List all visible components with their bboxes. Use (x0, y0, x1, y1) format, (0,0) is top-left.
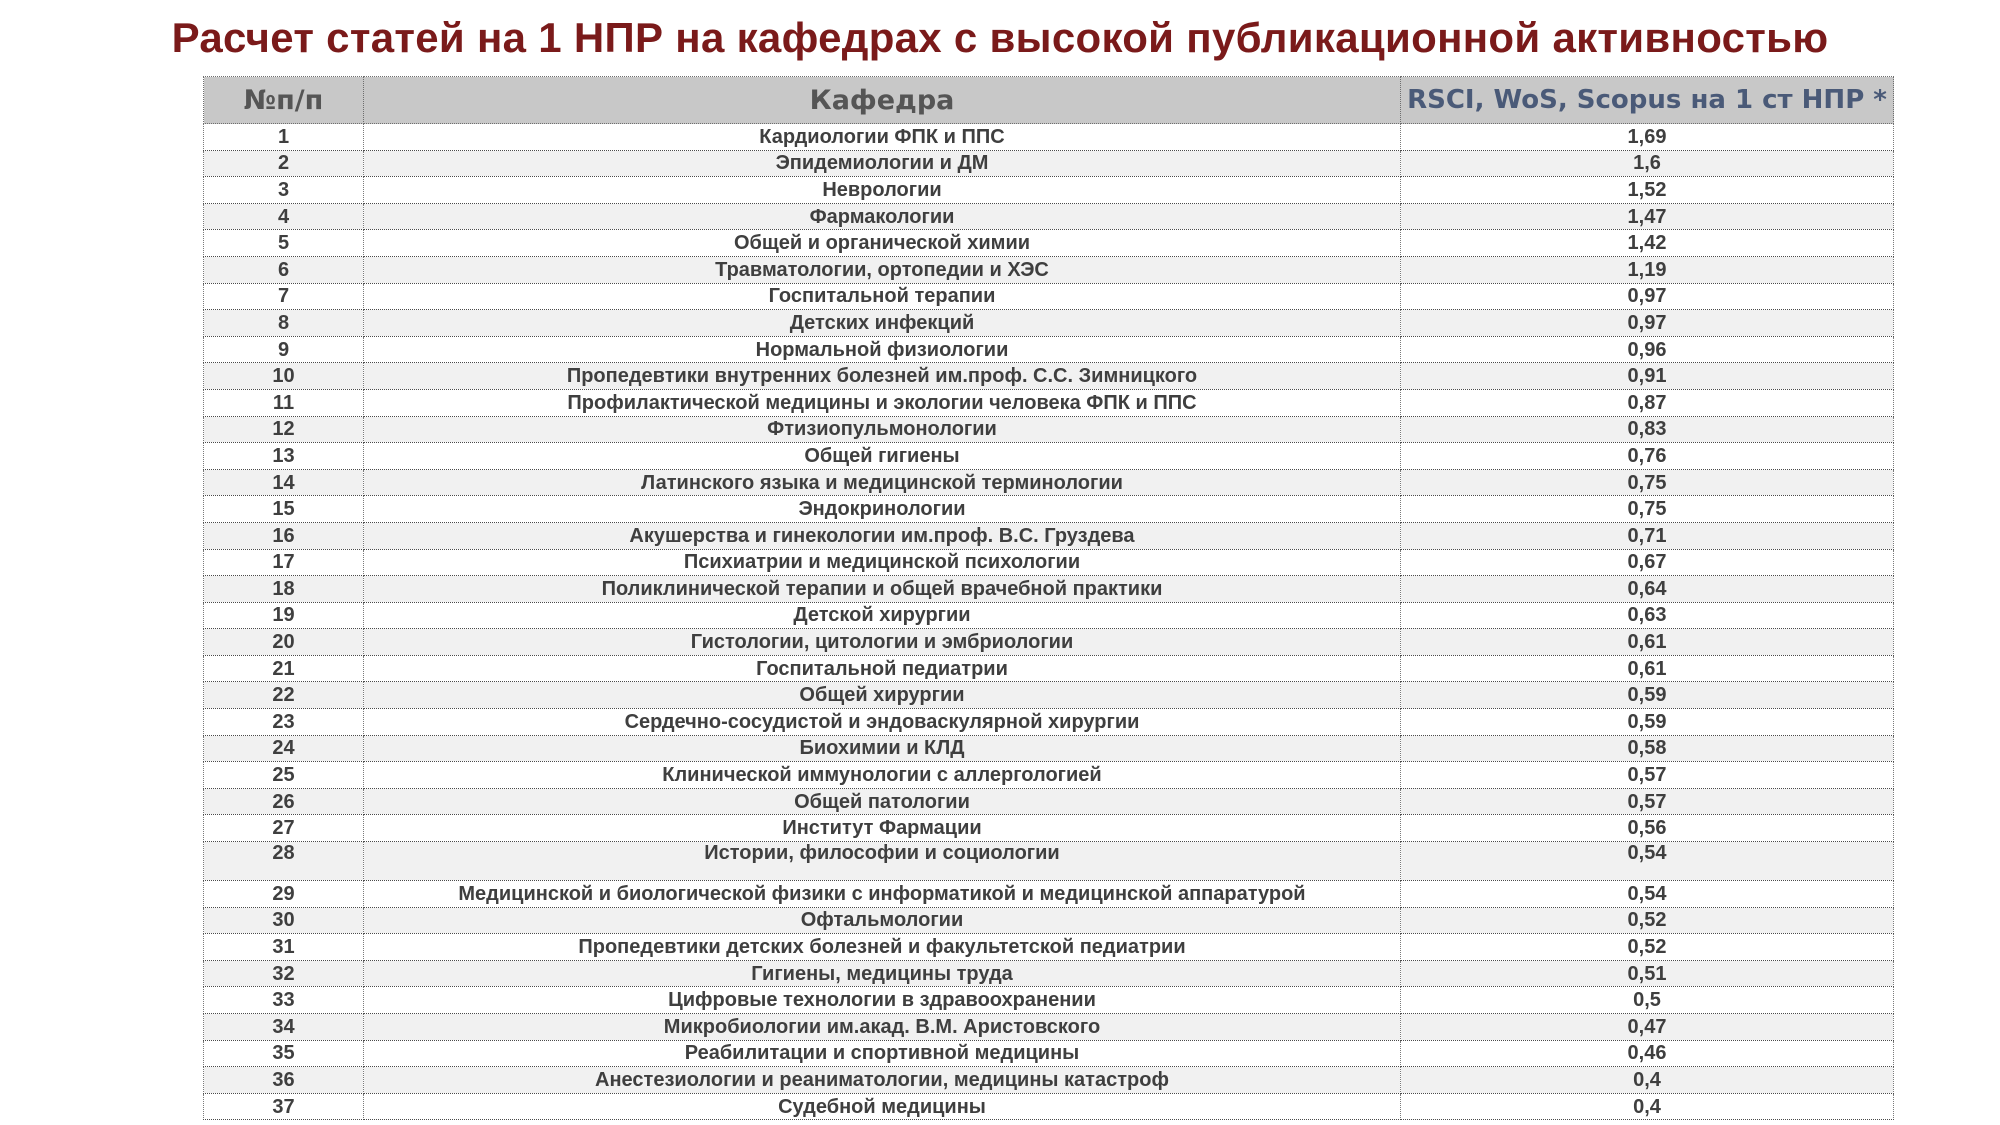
row-value-cell: 0,97 (1401, 283, 1894, 310)
table-row (204, 363, 1894, 390)
row-num-cell: 16 (204, 522, 364, 549)
table-row (204, 735, 1894, 762)
page-title: Расчет статей на 1 НПР на кафедрах с высокой публикационной активностью (171, 14, 1829, 61)
row-value-cell: 1,42 (1401, 230, 1894, 257)
row-num-cell: 2 (204, 150, 364, 177)
row-value-cell: 1,19 (1401, 256, 1894, 283)
row-dept-cell: Биохимии и КЛД (364, 735, 1401, 762)
table-row (204, 842, 1894, 881)
row-dept-cell: Истории, философии и социологии (364, 842, 1401, 881)
row-dept-cell: Пропедевтики внутренних болезней им.проф. С.С. Зимницкого (364, 363, 1401, 390)
table-row (204, 1014, 1894, 1041)
table-row (204, 256, 1894, 283)
table-row (204, 177, 1894, 204)
row-num-cell: 32 (204, 960, 364, 987)
table-row (204, 283, 1894, 310)
row-dept-cell: Госпитальной педиатрии (364, 655, 1401, 682)
table-row (204, 576, 1894, 603)
row-value-cell: 0,4 (1401, 1093, 1894, 1120)
row-value-cell: 0,64 (1401, 576, 1894, 603)
row-num-cell: 25 (204, 762, 364, 789)
table-row (204, 815, 1894, 842)
row-value-cell: 1,6 (1401, 150, 1894, 177)
row-num-cell: 37 (204, 1093, 364, 1120)
row-value-cell: 0,52 (1401, 934, 1894, 961)
table-row (204, 987, 1894, 1014)
header-value: RSCI, WoS, Scopus на 1 ст НПР * (1401, 77, 1894, 124)
row-dept-cell: Цифровые технологии в здравоохранении (364, 987, 1401, 1014)
row-num-cell: 17 (204, 549, 364, 576)
row-num-cell: 8 (204, 310, 364, 337)
row-dept-cell: Фтизиопульмонологии (364, 416, 1401, 443)
row-dept-cell: Профилактической медицины и экологии человека ФПК и ППС (364, 389, 1401, 416)
row-dept-cell: Фармакологии (364, 203, 1401, 230)
row-value-cell: 0,75 (1401, 496, 1894, 523)
row-num-cell: 30 (204, 907, 364, 934)
row-num-cell: 13 (204, 443, 364, 470)
table-row (204, 469, 1894, 496)
row-num-cell: 9 (204, 336, 364, 363)
row-value-cell: 0,75 (1401, 469, 1894, 496)
row-value-cell: 0,61 (1401, 655, 1894, 682)
row-num-cell: 29 (204, 881, 364, 908)
row-dept-cell: Общей хирургии (364, 682, 1401, 709)
row-num-cell: 33 (204, 987, 364, 1014)
row-value-cell: 0,63 (1401, 602, 1894, 629)
row-num-cell: 5 (204, 230, 364, 257)
row-num-cell: 3 (204, 177, 364, 204)
row-dept-cell: Офтальмологии (364, 907, 1401, 934)
row-value-cell: 0,59 (1401, 709, 1894, 736)
row-num-cell: 14 (204, 469, 364, 496)
header-num: №п/п (204, 77, 364, 124)
header-dept: Кафедра (364, 77, 1401, 124)
row-value-cell: 0,46 (1401, 1040, 1894, 1067)
row-num-cell: 23 (204, 709, 364, 736)
table-row (204, 150, 1894, 177)
row-dept-cell: Кардиологии ФПК и ППС (364, 124, 1401, 151)
header-row (204, 77, 1894, 124)
table-row (204, 629, 1894, 656)
row-num-cell: 18 (204, 576, 364, 603)
table-body (204, 124, 1894, 1120)
table-row (204, 389, 1894, 416)
row-num-cell: 19 (204, 602, 364, 629)
row-value-cell: 0,5 (1401, 987, 1894, 1014)
row-num-cell: 35 (204, 1040, 364, 1067)
row-dept-cell: Эндокринологии (364, 496, 1401, 523)
row-value-cell: 0,91 (1401, 363, 1894, 390)
row-num-cell: 24 (204, 735, 364, 762)
table-row (204, 124, 1894, 151)
row-value-cell: 1,47 (1401, 203, 1894, 230)
row-num-cell: 4 (204, 203, 364, 230)
row-dept-cell: Общей гигиены (364, 443, 1401, 470)
row-dept-cell: Реабилитации и спортивной медицины (364, 1040, 1401, 1067)
row-value-cell: 0,71 (1401, 522, 1894, 549)
row-num-cell: 12 (204, 416, 364, 443)
table-row (204, 960, 1894, 987)
row-dept-cell: Гигиены, медицины труда (364, 960, 1401, 987)
row-value-cell: 0,58 (1401, 735, 1894, 762)
row-dept-cell: Микробиологии им.акад. В.М. Аристовского (364, 1014, 1401, 1041)
table-row (204, 881, 1894, 908)
table-row (204, 602, 1894, 629)
table-row (204, 443, 1894, 470)
table-row (204, 1093, 1894, 1120)
table-row (204, 496, 1894, 523)
table-row (204, 1040, 1894, 1067)
row-dept-cell: Детских инфекций (364, 310, 1401, 337)
row-value-cell: 0,51 (1401, 960, 1894, 987)
table-row (204, 682, 1894, 709)
row-num-cell: 26 (204, 788, 364, 815)
table-row (204, 934, 1894, 961)
row-num-cell: 6 (204, 256, 364, 283)
row-dept-cell: Общей патологии (364, 788, 1401, 815)
row-dept-cell: Эпидемиологии и ДМ (364, 150, 1401, 177)
table-row (204, 549, 1894, 576)
row-num-cell: 28 (204, 842, 364, 881)
row-num-cell: 11 (204, 389, 364, 416)
row-value-cell: 0,96 (1401, 336, 1894, 363)
row-dept-cell: Госпитальной терапии (364, 283, 1401, 310)
row-num-cell: 7 (204, 283, 364, 310)
row-dept-cell: Пропедевтики детских болезней и факультетской педиатрии (364, 934, 1401, 961)
row-num-cell: 1 (204, 124, 364, 151)
row-dept-cell: Неврологии (364, 177, 1401, 204)
row-num-cell: 21 (204, 655, 364, 682)
row-value-cell: 0,54 (1401, 842, 1894, 881)
table-row (204, 709, 1894, 736)
table-row (204, 203, 1894, 230)
table-row (204, 522, 1894, 549)
row-value-cell: 0,54 (1401, 881, 1894, 908)
row-value-cell: 0,57 (1401, 762, 1894, 789)
row-value-cell: 1,69 (1401, 124, 1894, 151)
row-dept-cell: Институт Фармации (364, 815, 1401, 842)
table-row (204, 788, 1894, 815)
row-dept-cell: Клинической иммунологии с аллергологией (364, 762, 1401, 789)
row-value-cell: 0,56 (1401, 815, 1894, 842)
table-header (204, 77, 1894, 124)
row-dept-cell: Нормальной физиологии (364, 336, 1401, 363)
row-num-cell: 36 (204, 1067, 364, 1094)
row-value-cell: 0,4 (1401, 1067, 1894, 1094)
row-dept-cell: Травматологии, ортопедии и ХЭС (364, 256, 1401, 283)
row-dept-cell: Поликлинической терапии и общей врачебной практики (364, 576, 1401, 603)
row-dept-cell: Судебной медицины (364, 1093, 1401, 1120)
row-dept-cell: Гистологии, цитологии и эмбриологии (364, 629, 1401, 656)
row-value-cell: 0,87 (1401, 389, 1894, 416)
row-value-cell: 0,59 (1401, 682, 1894, 709)
row-dept-cell: Детской хирургии (364, 602, 1401, 629)
row-value-cell: 0,67 (1401, 549, 1894, 576)
row-num-cell: 22 (204, 682, 364, 709)
table-row (204, 907, 1894, 934)
row-value-cell: 0,52 (1401, 907, 1894, 934)
table-row (204, 416, 1894, 443)
row-value-cell: 1,52 (1401, 177, 1894, 204)
row-num-cell: 10 (204, 363, 364, 390)
row-num-cell: 31 (204, 934, 364, 961)
table-row (204, 310, 1894, 337)
row-num-cell: 27 (204, 815, 364, 842)
ranking-table (203, 76, 1894, 1120)
row-dept-cell: Общей и органической химии (364, 230, 1401, 257)
row-value-cell: 0,57 (1401, 788, 1894, 815)
row-dept-cell: Латинского языка и медицинской терминологии (364, 469, 1401, 496)
table-row (204, 762, 1894, 789)
row-dept-cell: Анестезиологии и реаниматологии, медицины катастроф (364, 1067, 1401, 1094)
row-num-cell: 20 (204, 629, 364, 656)
row-dept-cell: Психиатрии и медицинской психологии (364, 549, 1401, 576)
row-value-cell: 0,61 (1401, 629, 1894, 656)
row-num-cell: 15 (204, 496, 364, 523)
row-value-cell: 0,97 (1401, 310, 1894, 337)
table-row (204, 336, 1894, 363)
row-dept-cell: Медицинской и биологической физики с информатикой и медицинской аппаратурой (364, 881, 1401, 908)
table-row (204, 230, 1894, 257)
row-num-cell: 34 (204, 1014, 364, 1041)
table-row (204, 655, 1894, 682)
row-value-cell: 0,83 (1401, 416, 1894, 443)
row-value-cell: 0,76 (1401, 443, 1894, 470)
row-value-cell: 0,47 (1401, 1014, 1894, 1041)
row-dept-cell: Акушерства и гинекологии им.проф. В.С. Груздева (364, 522, 1401, 549)
table-row (204, 1067, 1894, 1094)
ranking-table-container (203, 76, 1893, 1120)
row-dept-cell: Сердечно-сосудистой и эндоваскулярной хирургии (364, 709, 1401, 736)
